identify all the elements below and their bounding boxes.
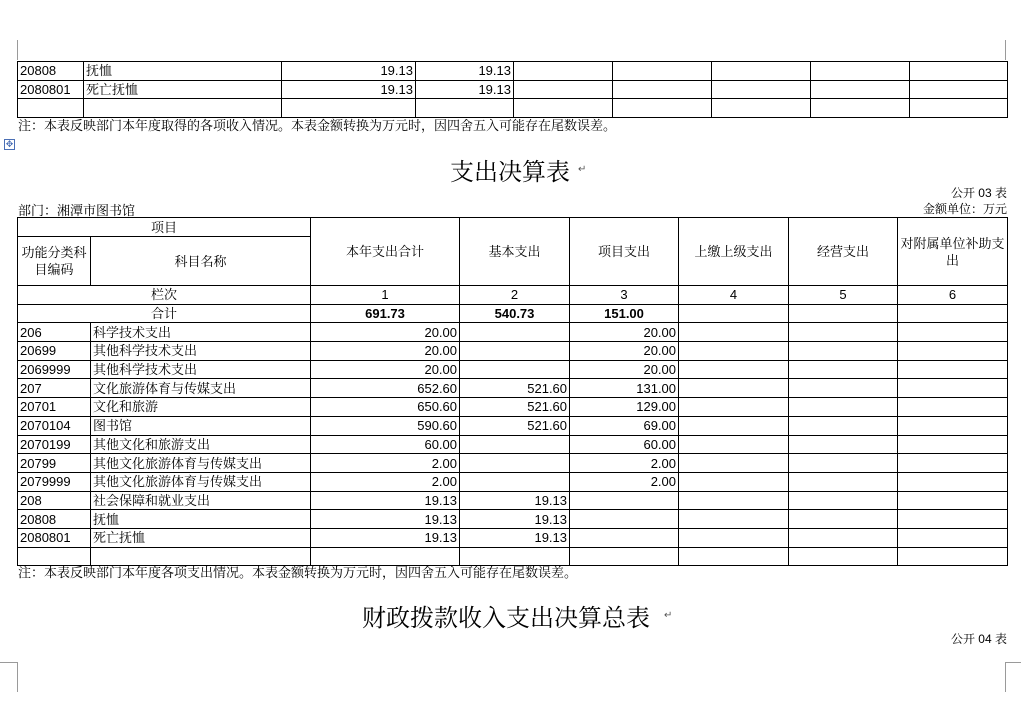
table-cell: 208	[18, 491, 91, 510]
table-cell: 20808	[18, 510, 91, 529]
table-cell: 社会保障和就业支出	[91, 491, 311, 510]
table-cell: 20699	[18, 342, 91, 361]
table-cell	[789, 491, 898, 510]
header-subsidy: 对附属单位补助支出	[898, 218, 1008, 286]
sum-upper	[679, 304, 789, 323]
col-number: 5	[789, 286, 898, 305]
table-cell	[570, 547, 679, 566]
table-row	[18, 416, 1008, 435]
section-title: 财政拨款收入支出决算总表	[362, 606, 650, 632]
table-cell	[898, 454, 1008, 473]
table-cell	[898, 510, 1008, 529]
sum-total: 691.73	[311, 304, 460, 323]
table-cell: 死亡抚恤	[84, 80, 282, 99]
sum-project: 151.00	[570, 304, 679, 323]
sum-label: 合计	[18, 304, 311, 323]
table-cell	[910, 99, 1008, 118]
table-cell: 19.13	[416, 80, 514, 99]
table-cell	[514, 62, 613, 81]
paragraph-mark: ↵	[578, 164, 587, 175]
table-cell: 20.00	[570, 323, 679, 342]
table-cell: 207	[18, 379, 91, 398]
table-cell	[789, 398, 898, 417]
header-item: 项目	[18, 218, 311, 237]
table-cell	[570, 510, 679, 529]
col-number: 6	[898, 286, 1008, 305]
table-cell	[898, 491, 1008, 510]
table-cell	[898, 323, 1008, 342]
col-number-label: 栏次	[18, 286, 311, 305]
table-cell: 60.00	[570, 435, 679, 454]
table-row	[18, 435, 1008, 454]
table-cell: 20701	[18, 398, 91, 417]
table-cell: 其他文化和旅游支出	[91, 435, 311, 454]
table-cell: 其他文化旅游体育与传媒支出	[91, 454, 311, 473]
table-row	[18, 510, 1008, 529]
col-number: 4	[679, 286, 789, 305]
table-cell	[789, 528, 898, 547]
crop-mark	[0, 662, 17, 663]
table-cell	[789, 510, 898, 529]
table-cell	[679, 360, 789, 379]
table-cell	[789, 547, 898, 566]
table-cell	[789, 342, 898, 361]
table-cell: 其他科学技术支出	[91, 360, 311, 379]
table-cell	[789, 323, 898, 342]
header-upper: 上缴上级支出	[679, 218, 789, 286]
table-cell: 死亡抚恤	[91, 528, 311, 547]
table-cell	[898, 528, 1008, 547]
table-cell	[679, 528, 789, 547]
table-cell: 20.00	[570, 360, 679, 379]
table-cell	[712, 80, 811, 99]
table-cell: 206	[18, 323, 91, 342]
table-cell: 19.13	[460, 510, 570, 529]
crop-mark	[17, 662, 18, 692]
table-cell	[811, 80, 910, 99]
table-cell	[679, 342, 789, 361]
crop-mark	[1005, 662, 1006, 692]
table-cell	[898, 416, 1008, 435]
table-cell	[789, 454, 898, 473]
table-cell	[910, 62, 1008, 81]
table-cell: 2080801	[18, 528, 91, 547]
table-row	[18, 398, 1008, 417]
table-cell: 文化旅游体育与传媒支出	[91, 379, 311, 398]
table-cell	[679, 510, 789, 529]
amount-unit-label: 金额单位：万元	[922, 202, 1007, 216]
table-cell: 590.60	[311, 416, 460, 435]
table-cell: 科学技术支出	[91, 323, 311, 342]
header-name: 科目名称	[91, 237, 311, 286]
income-table-continuation	[17, 61, 1008, 118]
table-cell	[460, 323, 570, 342]
table-cell	[679, 547, 789, 566]
table-cell: 2079999	[18, 472, 91, 491]
header-operating: 经营支出	[789, 218, 898, 286]
table-cell: 20.00	[311, 360, 460, 379]
table-cell: 20.00	[311, 323, 460, 342]
table-row	[18, 80, 1008, 99]
table-cell: 521.60	[460, 379, 570, 398]
table-cell: 2.00	[311, 454, 460, 473]
table-code: 公开 03 表	[950, 186, 1007, 200]
table-cell: 其他文化旅游体育与传媒支出	[91, 472, 311, 491]
table-cell	[613, 80, 712, 99]
table-cell: 20.00	[311, 342, 460, 361]
table-row	[18, 528, 1008, 547]
table-cell	[898, 360, 1008, 379]
table-cell	[811, 99, 910, 118]
table-cell: 131.00	[570, 379, 679, 398]
income-table-note: 注：本表反映部门本年度取得的各项收入情况。本表金额转换为万元时，因四舍五入可能存在尾数误差。	[18, 118, 617, 133]
expense-table	[17, 217, 1008, 566]
table-cell	[460, 342, 570, 361]
table-cell	[460, 472, 570, 491]
table-row	[18, 472, 1008, 491]
table-row	[18, 323, 1008, 342]
table-cell	[460, 435, 570, 454]
table-cell	[679, 472, 789, 491]
table-cell	[679, 454, 789, 473]
table-row	[18, 62, 1008, 81]
table-code: 公开 04 表	[950, 632, 1007, 646]
table-cell: 19.13	[416, 62, 514, 81]
table-cell: 19.13	[460, 491, 570, 510]
table-cell: 2.00	[311, 472, 460, 491]
table-cell	[811, 62, 910, 81]
table-cell: 19.13	[460, 528, 570, 547]
table-row	[18, 491, 1008, 510]
table-cell	[679, 416, 789, 435]
expense-table-note: 注：本表反映部门本年度各项支出情况。本表金额转换为万元时，因四舍五入可能存在尾数误差。	[18, 565, 578, 580]
table-cell: 521.60	[460, 416, 570, 435]
table-cell	[789, 360, 898, 379]
table-row	[18, 360, 1008, 379]
table-cell	[898, 472, 1008, 491]
table-cell: 60.00	[311, 435, 460, 454]
table-cell: 图书馆	[91, 416, 311, 435]
table-cell: 20799	[18, 454, 91, 473]
sum-basic: 540.73	[460, 304, 570, 323]
header-code: 功能分类科目编码	[18, 237, 91, 286]
table-cell: 抚恤	[91, 510, 311, 529]
table-row	[18, 342, 1008, 361]
header-project: 项目支出	[570, 218, 679, 286]
table-move-handle-icon[interactable]: ✥	[5, 139, 14, 149]
table-cell: 2070104	[18, 416, 91, 435]
table-cell: 650.60	[311, 398, 460, 417]
table-cell: 19.13	[282, 80, 416, 99]
table-cell	[679, 398, 789, 417]
table-cell	[514, 80, 613, 99]
col-number: 1	[311, 286, 460, 305]
table-cell	[679, 379, 789, 398]
table-cell: 19.13	[282, 62, 416, 81]
sum-operating	[789, 304, 898, 323]
table-cell	[460, 454, 570, 473]
table-cell	[613, 99, 712, 118]
table-cell: 19.13	[311, 491, 460, 510]
table-row	[18, 454, 1008, 473]
header-total: 本年支出合计	[311, 218, 460, 286]
table-cell: 其他科学技术支出	[91, 342, 311, 361]
table-cell	[570, 491, 679, 510]
table-cell	[679, 323, 789, 342]
table-cell	[898, 547, 1008, 566]
paragraph-mark: ↵	[664, 610, 673, 621]
table-cell	[712, 99, 811, 118]
table-cell	[789, 379, 898, 398]
table-cell: 2.00	[570, 472, 679, 491]
table-cell: 69.00	[570, 416, 679, 435]
table-cell: 129.00	[570, 398, 679, 417]
crop-mark	[17, 40, 18, 60]
table-cell: 19.13	[311, 510, 460, 529]
table-cell	[712, 62, 811, 81]
table-cell	[898, 379, 1008, 398]
table-cell: 521.60	[460, 398, 570, 417]
table-cell: 2069999	[18, 360, 91, 379]
table-cell: 20.00	[570, 342, 679, 361]
table-cell	[613, 62, 712, 81]
col-number: 2	[460, 286, 570, 305]
header-basic: 基本支出	[460, 218, 570, 286]
table-cell	[679, 491, 789, 510]
table-cell	[898, 342, 1008, 361]
table-cell: 20808	[18, 62, 84, 81]
table-cell: 2080801	[18, 80, 84, 99]
table-cell: 文化和旅游	[91, 398, 311, 417]
table-cell: 抚恤	[84, 62, 282, 81]
table-cell	[910, 80, 1008, 99]
table-cell: 2070199	[18, 435, 91, 454]
table-cell: 652.60	[311, 379, 460, 398]
table-cell	[789, 435, 898, 454]
table-cell: 2.00	[570, 454, 679, 473]
col-number: 3	[570, 286, 679, 305]
crop-mark	[1005, 40, 1006, 60]
table-cell	[789, 472, 898, 491]
table-cell	[460, 360, 570, 379]
sum-subsidy	[898, 304, 1008, 323]
table-cell	[898, 398, 1008, 417]
crop-mark	[1005, 662, 1021, 663]
department-label: 部门：湘潭市图书馆	[18, 203, 136, 218]
table-cell	[898, 435, 1008, 454]
table-row	[18, 379, 1008, 398]
page-title: 支出决算表	[450, 160, 570, 186]
table-cell	[679, 435, 789, 454]
table-cell: 19.13	[311, 528, 460, 547]
table-cell	[570, 528, 679, 547]
table-cell	[789, 416, 898, 435]
